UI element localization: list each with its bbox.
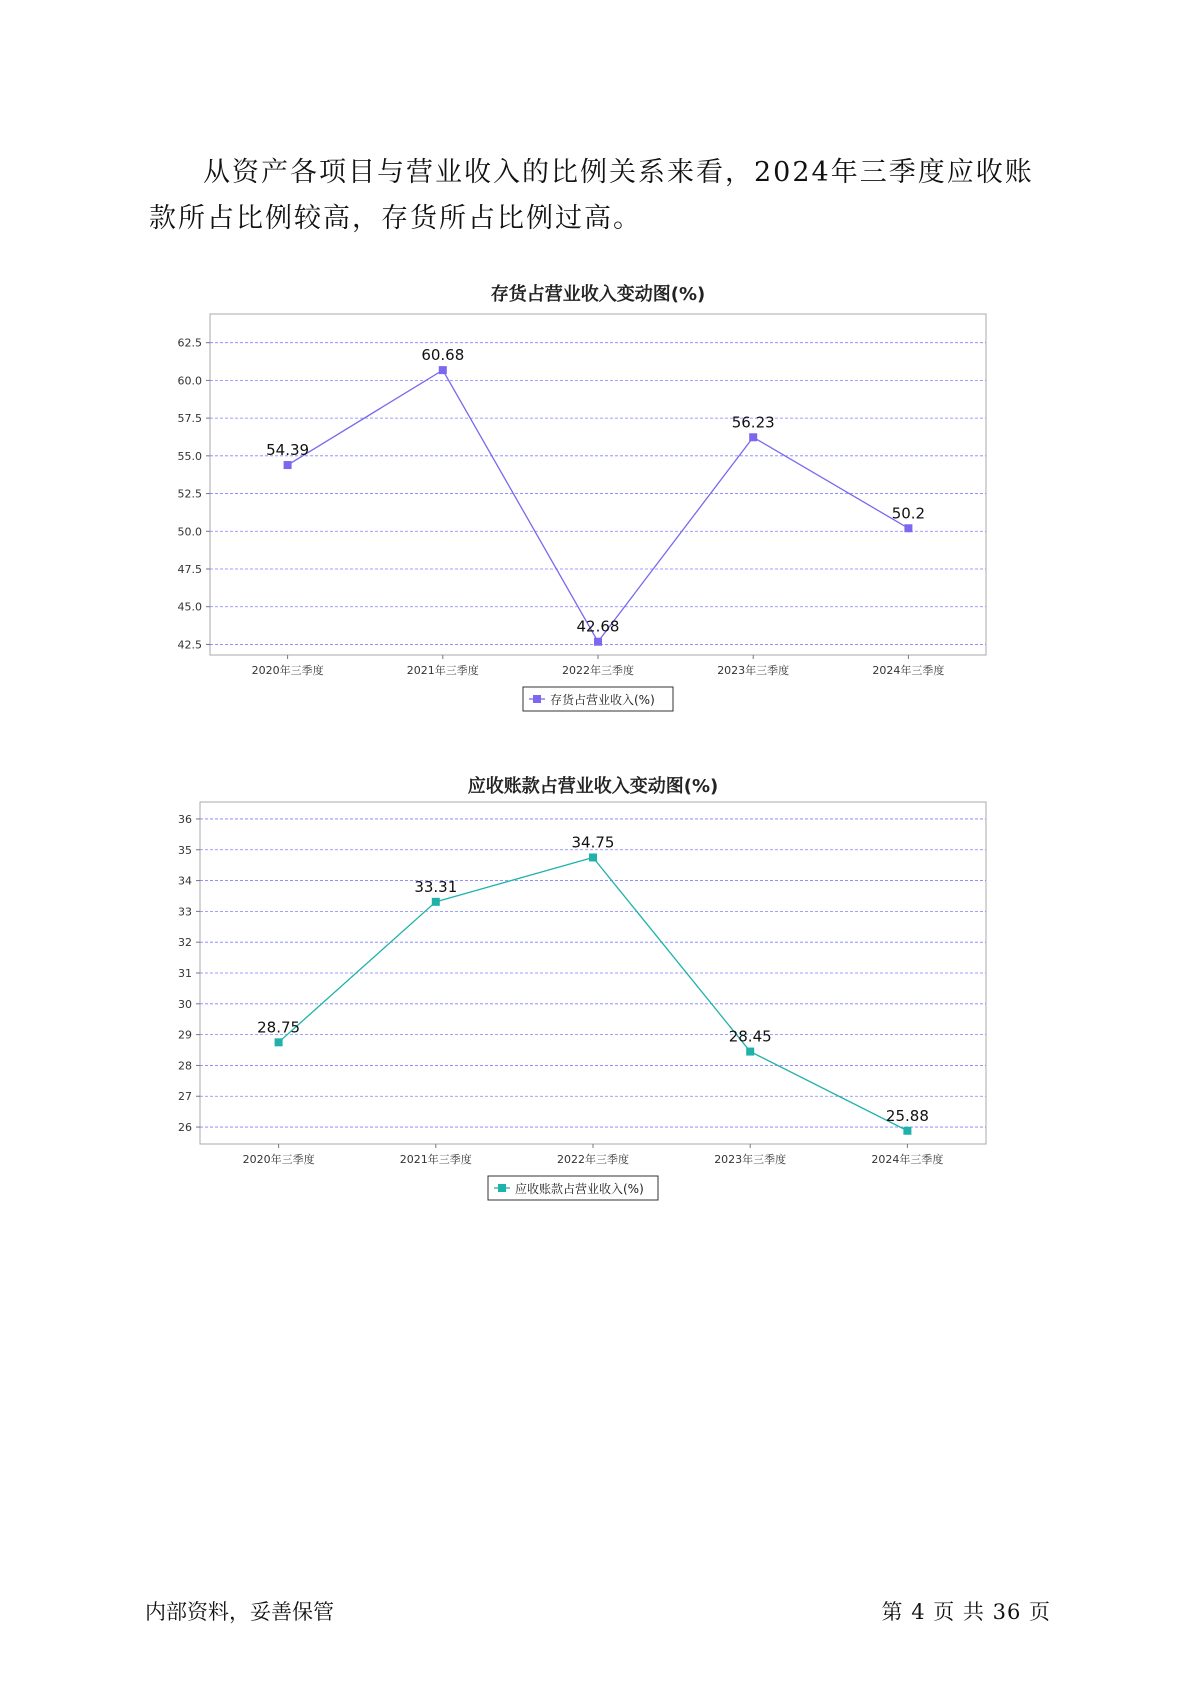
y-tick-label: 30 bbox=[178, 997, 192, 1011]
chart-svg-1 bbox=[160, 272, 1040, 742]
chart-title: 存货占营业收入变动图(%) bbox=[490, 284, 706, 305]
x-tick-label: 2021年三季度 bbox=[406, 664, 479, 677]
data-label: 42.68 bbox=[576, 617, 620, 636]
data-point bbox=[749, 433, 757, 441]
intro-paragraph: 从资产各项目与营业收入的比例关系来看，2024年三季度应收账款所占比例较高，存货所占比例过高。 bbox=[149, 157, 1034, 234]
y-tick-label: 60.0 bbox=[177, 374, 202, 388]
footer-page-number: 第 4 页 共 36 页 bbox=[881, 1600, 1051, 1624]
x-tick-label: 2022年三季度 bbox=[562, 664, 634, 677]
y-tick-label: 55.0 bbox=[177, 449, 202, 463]
data-point bbox=[746, 1048, 754, 1056]
data-point bbox=[284, 461, 292, 469]
data-point bbox=[904, 524, 912, 532]
y-tick-label: 57.5 bbox=[177, 412, 202, 426]
x-tick-label: 2020年三季度 bbox=[251, 664, 324, 677]
y-tick-label: 26 bbox=[178, 1121, 192, 1135]
legend-label: 存货占营业收入(%) bbox=[550, 693, 655, 707]
y-tick-label: 29 bbox=[178, 1028, 192, 1042]
data-point bbox=[589, 853, 597, 861]
y-tick-label: 42.5 bbox=[177, 638, 202, 652]
x-tick-label: 2024年三季度 bbox=[871, 1153, 944, 1166]
y-tick-label: 35 bbox=[178, 843, 192, 857]
data-label: 34.75 bbox=[571, 833, 615, 852]
data-point bbox=[903, 1127, 911, 1135]
y-tick-label: 33 bbox=[178, 905, 192, 919]
y-tick-label: 27 bbox=[178, 1090, 192, 1104]
data-label: 56.23 bbox=[731, 413, 775, 432]
chart-svg-2 bbox=[160, 770, 1040, 1240]
y-tick-label: 50.0 bbox=[177, 525, 202, 539]
y-tick-label: 34 bbox=[178, 874, 192, 888]
data-label: 60.68 bbox=[421, 346, 465, 365]
y-tick-label: 47.5 bbox=[177, 562, 202, 576]
inventory-ratio-chart bbox=[160, 272, 1040, 742]
x-tick-label: 2024年三季度 bbox=[872, 664, 945, 677]
data-label: 33.31 bbox=[414, 877, 458, 896]
data-point bbox=[439, 366, 447, 374]
x-tick-label: 2023年三季度 bbox=[714, 1153, 787, 1166]
legend-marker bbox=[498, 1184, 506, 1192]
data-label: 50.2 bbox=[891, 504, 926, 523]
receivables-ratio-chart bbox=[160, 770, 1040, 1240]
x-tick-label: 2022年三季度 bbox=[557, 1153, 629, 1166]
data-label: 25.88 bbox=[885, 1106, 929, 1125]
y-tick-label: 28 bbox=[178, 1059, 192, 1073]
data-label: 28.45 bbox=[728, 1027, 772, 1046]
data-point bbox=[594, 638, 602, 646]
legend-marker bbox=[533, 695, 541, 703]
y-tick-label: 45.0 bbox=[177, 600, 202, 614]
x-tick-label: 2020年三季度 bbox=[242, 1153, 315, 1166]
x-tick-label: 2023年三季度 bbox=[717, 664, 790, 677]
data-point bbox=[275, 1038, 283, 1046]
y-tick-label: 32 bbox=[178, 936, 192, 950]
chart-title: 应收账款占营业收入变动图(%) bbox=[467, 776, 719, 797]
y-tick-label: 62.5 bbox=[177, 336, 202, 350]
y-tick-label: 36 bbox=[178, 812, 192, 826]
footer-confidential: 内部资料，妥善保管 bbox=[145, 1600, 334, 1624]
data-point bbox=[432, 898, 440, 906]
legend-label: 应收账款占营业收入(%) bbox=[515, 1182, 644, 1196]
y-tick-label: 52.5 bbox=[177, 487, 202, 501]
data-label: 54.39 bbox=[266, 441, 310, 460]
x-tick-label: 2021年三季度 bbox=[399, 1153, 472, 1166]
plot-area bbox=[210, 314, 986, 655]
y-tick-label: 31 bbox=[178, 967, 192, 980]
data-label: 28.75 bbox=[257, 1018, 301, 1037]
